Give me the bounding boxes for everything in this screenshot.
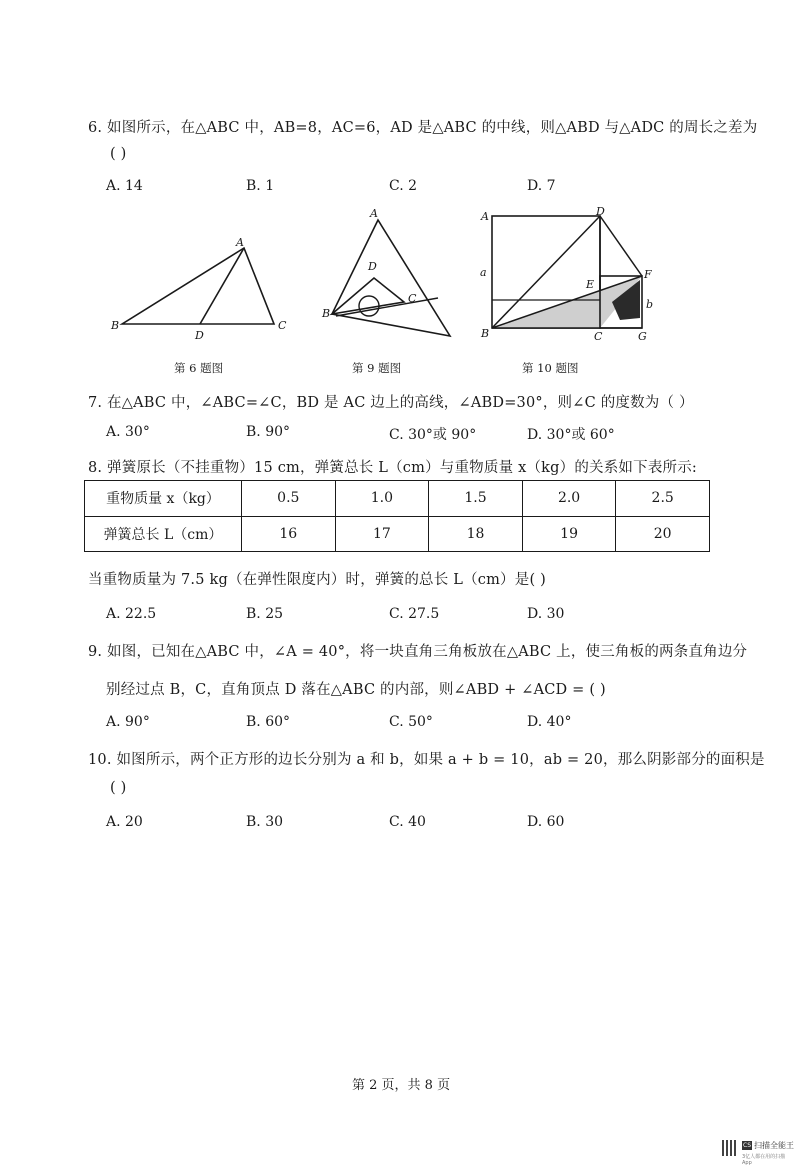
table-cell: 2.5 bbox=[616, 481, 710, 517]
table-cell: 1.0 bbox=[335, 481, 429, 517]
table-cell: 19 bbox=[522, 516, 616, 552]
q10-option-b: B. 30 bbox=[246, 814, 284, 830]
table-cell: 1.5 bbox=[429, 481, 523, 517]
q7-option-d: D. 30°或 60° bbox=[527, 427, 615, 443]
q10-option-a: A. 20 bbox=[106, 814, 143, 830]
q8-option-c: C. 27.5 bbox=[389, 606, 440, 622]
q6-option-b: B. 1 bbox=[246, 178, 275, 194]
q8-option-a: A. 22.5 bbox=[106, 606, 157, 622]
table-row bbox=[85, 516, 710, 552]
fig10-caption: 第 10 题图 bbox=[522, 361, 579, 375]
scanner-brand-name: 扫描全能王 bbox=[754, 1141, 794, 1150]
q7-text: 7. 在△ABC 中，∠ABC=∠C，BD 是 AC 边上的高线，∠ABD=30°，则∠C 的度数为（ ） bbox=[88, 395, 694, 411]
fig9-label-d: D bbox=[368, 260, 377, 273]
q6-text: 6. 如图所示，在△ABC 中，AB=8，AC=6，AD 是△ABC 的中线，则△ABD 与△ADC 的周长之差为 bbox=[88, 120, 758, 136]
fig9-label-a: A bbox=[370, 207, 378, 220]
fig10-label-g: G bbox=[638, 330, 647, 343]
fig10-label-e: E bbox=[586, 278, 595, 291]
fig6-caption: 第 6 题图 bbox=[174, 361, 224, 375]
q9-option-c: C. 50° bbox=[389, 714, 433, 730]
q8-followup: 当重物质量为 7.5 kg（在弹性限度内）时，弹簧的总长 L（cm）是( ) bbox=[88, 572, 546, 588]
spring-table bbox=[84, 480, 710, 552]
figure-9 bbox=[318, 204, 458, 344]
q7-option-a: A. 30° bbox=[106, 424, 150, 440]
fig10-label-c: C bbox=[594, 330, 603, 343]
qr-code-icon bbox=[722, 1140, 738, 1156]
q9-line2: 别经过点 B，C，直角顶点 D 落在△ABC 的内部，则∠ABD + ∠ACD = ( ) bbox=[106, 682, 606, 698]
fig10-label-d: D bbox=[596, 206, 605, 218]
q10-option-c: C. 40 bbox=[389, 814, 426, 830]
table-cell: 18 bbox=[429, 516, 523, 552]
q6-answer-paren: ( ) bbox=[110, 146, 127, 162]
q10-option-d: D. 60 bbox=[527, 814, 565, 830]
q9-option-d: D. 40° bbox=[527, 714, 572, 730]
page-number: 第 2 页，共 8 页 bbox=[352, 1078, 451, 1093]
fig9-caption: 第 9 题图 bbox=[352, 361, 402, 375]
table-header-length: 弹簧总长 L（cm） bbox=[85, 516, 242, 552]
scanner-watermark bbox=[742, 1140, 794, 1166]
q7-option-c: C. 30°或 90° bbox=[389, 427, 477, 443]
table-cell: 0.5 bbox=[242, 481, 336, 517]
q10-text: 10. 如图所示，两个正方形的边长分别为 a 和 b，如果 a + b = 10，ab = 20，那么阴影部分的面积是 bbox=[88, 752, 765, 768]
table-header-mass: 重物质量 x（kg） bbox=[85, 481, 242, 517]
q7-option-b: B. 90° bbox=[246, 424, 291, 440]
table-cell: 20 bbox=[616, 516, 710, 552]
table-row bbox=[85, 481, 710, 517]
q8-option-b: B. 25 bbox=[246, 606, 284, 622]
table-cell: 17 bbox=[335, 516, 429, 552]
fig6-label-d: D bbox=[195, 329, 204, 342]
fig6-label-a: A bbox=[236, 236, 244, 249]
scanner-brand-tagline: 3亿人都在用的扫描App bbox=[742, 1154, 786, 1166]
fig10-label-a-point: A bbox=[481, 210, 489, 223]
q8-text: 8. 弹簧原长（不挂重物）15 cm，弹簧总长 L（cm）与重物质量 x（kg）的关系如下表所示: bbox=[88, 460, 698, 476]
figure-10 bbox=[478, 206, 668, 346]
q6-option-c: C. 2 bbox=[389, 178, 418, 194]
q9-option-b: B. 60° bbox=[246, 714, 291, 730]
fig9-label-b: B bbox=[322, 307, 331, 320]
q6-option-a: A. 14 bbox=[106, 178, 143, 194]
q9-line1: 9. 如图，已知在△ABC 中，∠A = 40°，将一块直角三角板放在△ABC 上，使三角板的两条直角边分 bbox=[88, 644, 748, 660]
q6-option-d: D. 7 bbox=[527, 178, 556, 194]
fig6-label-c: C bbox=[278, 319, 287, 332]
table-cell: 16 bbox=[242, 516, 336, 552]
table-cell: 2.0 bbox=[522, 481, 616, 517]
figure-6 bbox=[108, 236, 298, 346]
fig10-label-a-side: a bbox=[480, 266, 487, 279]
q10-answer-paren: ( ) bbox=[110, 780, 127, 796]
fig10-label-f: F bbox=[644, 268, 652, 281]
fig10-label-b: B bbox=[481, 327, 490, 340]
fig6-label-b: B bbox=[111, 319, 120, 332]
fig10-label-b-side: b bbox=[646, 298, 654, 311]
q9-option-a: A. 90° bbox=[106, 714, 150, 730]
scanner-logo-icon: CS bbox=[743, 1142, 751, 1149]
fig9-label-c: C bbox=[408, 292, 417, 305]
q8-option-d: D. 30 bbox=[527, 606, 565, 622]
